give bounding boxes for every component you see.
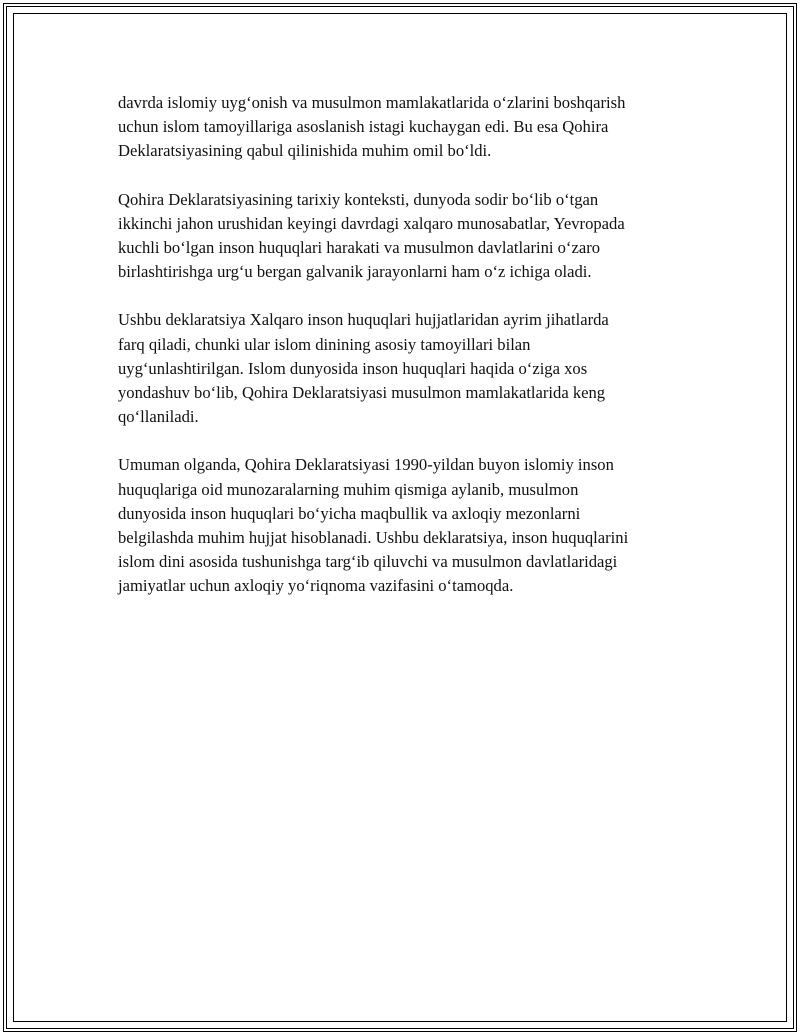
paragraph-3: [118, 308, 684, 429]
text-line: islom dini asosida tushunishga targ‘ib qiluvchi va musulmon davlatlaridagi: [118, 552, 618, 572]
text-line: davrda islomiy uyg‘onish va musulmon mamlakatlarida o‘zlarini boshqarish: [118, 93, 626, 112]
text-line: uyg‘unlashtirilgan. Islom dunyosida inson huquqlari haqida o‘ziga xos: [118, 358, 588, 378]
text-line: Qohira Deklaratsiyasining tarixiy konteksti, dunyoda sodir bo‘lib o‘tgan: [118, 189, 599, 209]
text-line: qo‘llaniladi.: [118, 407, 199, 427]
text-line: Deklaratsiyasining qabul qilinishida muhim omil bo‘ldi.: [118, 141, 492, 161]
paragraph-4: [118, 453, 684, 598]
text-line: birlashtirishga urg‘u bergan galvanik jarayonlarni ham o‘z ichiga oladi.: [118, 262, 592, 282]
text-line: farq qiladi, chunki ular islom dinining asosiy tamoyillari bilan: [118, 334, 531, 354]
text-line: belgilashda muhim hujjat hisoblanadi. Ushbu deklaratsiya, inson huquqlarini: [118, 528, 629, 548]
text-line: yondashuv bo‘lib, Qohira Deklaratsiyasi musulmon mamlakatlarida keng: [118, 383, 606, 403]
paragraph-2: [118, 188, 684, 285]
text-line: uchun islom tamoyillariga asoslanish istagi kuchaygan edi. Bu esa Qohira: [118, 117, 609, 137]
text-line: Umuman olganda, Qohira Deklaratsiyasi 1990-yildan buyon islomiy inson: [118, 455, 614, 475]
paragraph-1: [118, 91, 684, 164]
text-line: ikkinchi jahon urushidan keyingi davrdagi xalqaro munosabatlar, Yevropada: [118, 213, 625, 233]
document-body: [118, 91, 684, 623]
text-line: kuchli bo‘lgan inson huquqlari harakati va musulmon davlatlarini o‘zaro: [118, 238, 601, 258]
text-line: Ushbu deklaratsiya Xalqaro inson huquqlari hujjatlaridan ayrim jihatlarda: [118, 310, 609, 330]
text-line: jamiyatlar uchun axloqiy yo‘riqnoma vazifasini o‘tamoqda.: [118, 576, 514, 596]
text-line: dunyosida inson huquqlari bo‘yicha maqbullik va axloqiy mezonlarni: [118, 503, 581, 523]
text-line: huquqlariga oid munozaralarning muhim qismiga aylanib, musulmon: [118, 479, 579, 499]
